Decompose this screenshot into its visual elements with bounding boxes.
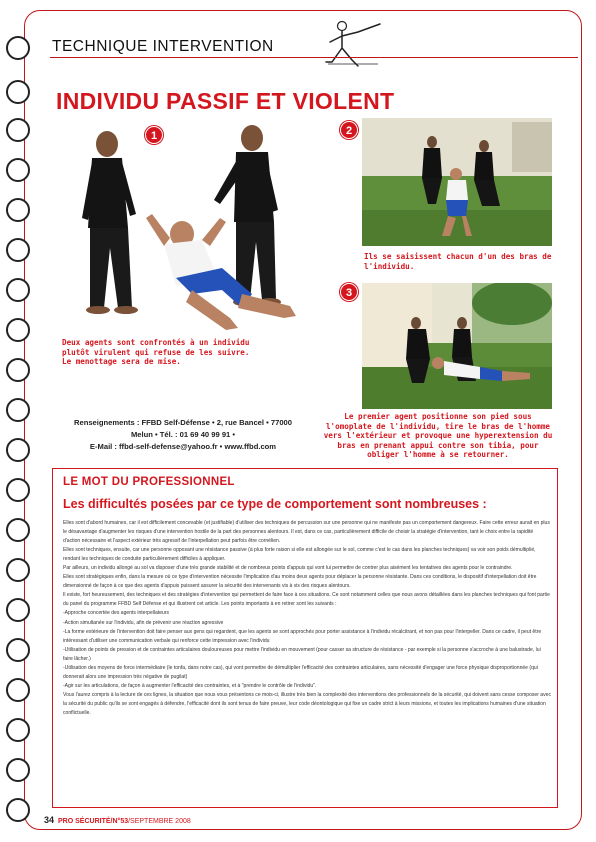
step-3-badge: 3 [340,283,358,301]
body-list-item: -Agir sur les articulations, de façon à augmenter l'efficacité des contraintes, et à "prendre le contrôle de l'individu". [63,682,317,689]
professional-subheading: Les difficultés posées par ce type de comportement sont nombreuses : [63,497,487,511]
binding-ring [6,758,30,782]
binding-ring [6,718,30,742]
issue-date: /SEPTEMBRE 2008 [128,818,191,825]
photo-step-3 [362,283,552,409]
body-paragraph: Elles sont stratégiques enfin, dans la mesure où ce type d'intervention nécessite l'implication d'au moins deux agents pour déplacer la personne résistante. Dans ces conditions, le dispositif d'interpellation doit être dimensionné de façon à ce que des agents d'appuis puissent assurer la sécurité des intervenants vis à vis des risques alentours. [63,574,537,590]
binding-ring [6,398,30,422]
binding-ring [6,80,30,104]
binding-ring [6,358,30,382]
body-list-item: -Action simultanée sur l'individu, afin de prévenir une réaction agressive [63,619,224,626]
professional-box [52,468,558,808]
binding-ring [6,798,30,822]
binding-ring [6,518,30,542]
photo-step-2 [362,118,552,246]
spiral-binding [6,0,46,842]
professional-heading: LE MOT DU PROFESSIONNEL [63,476,235,488]
binding-ring [6,678,30,702]
contact-info [54,417,312,453]
martial-artist-icon [318,18,398,70]
step-1-badge: 1 [145,126,163,144]
step-2-badge: 2 [340,121,358,139]
body-list-item: -Utilisation des moyens de force intermédiaire (le tonfa, dans notre cas), qui vont permettre de démultiplier l'efficacité des contraintes articulaires, sans nécessité d'engager une force physique disproportionnée (qui donnerait alors une impression très négative de pugilat) [63,664,538,680]
professional-body [63,519,551,718]
body-list-item: -La forme extérieure de l'intervention doit faire penser aux gens qui regardent, que les agents se sont approchés pour porter assistance à l'individu récalcitrant, et non pas pour l'interpeller. Dans ce cadre, il peut être intéressant d'utiliser une communication verbale qui renforce cette impression avec l'individu [63,628,542,644]
binding-ring [6,638,30,662]
body-paragraph: Il existe, fort heureusement, des techniques et des stratégies d'intervention qui permettent de faire face à ces situations. Ce sont notamment celles que nous avons détaillées dans les planches techniques qui font partie du panel du programme FFBD Self Défense et qui illustrent cet article. Les points importants à en retirer sont les suivants : [63,592,550,608]
binding-ring [6,438,30,462]
step-3-caption: Le premier agent positionne son pied sous l'omoplate de l'individu, tire le bras de l'homme vers l'extérieur et provoque une hyperextension du bras en prenant appui contre son tibia, pour obliger l'homme à se retourner. [323,412,553,460]
page-title: INDIVIDU PASSIF ET VIOLENT [56,88,395,114]
body-paragraph: Elles sont d'abord humaines, car il est difficilement concevable (et justifiable) d'utiliser des techniques de percussion sur une personne qui ne manifeste pas un comportement dangereux. Faire cette erreur aurait en plus le désavantage d'augmenter les risques d'une intervention hostile de la part des personnes alentours. Il est, dans ce cas, particulièrement difficile de choisir la stratégie d'intervention, tant le choix entre la rapidité d'action nécessaire et l'aspect extérieur très agressif de l'interpellation peut parfois être cornélien. [63,520,550,545]
contact-line-2: Melun • Tél. : 01 69 40 99 91 • [130,430,236,439]
page-number: 34 [44,815,55,825]
binding-ring [6,158,30,182]
page-footer [44,815,191,825]
binding-ring [6,318,30,342]
binding-ring [6,198,30,222]
body-paragraph: Vous l'aurez compris à la lecture de ces lignes, la situation que nous vous présentons ce mois-ci, illustre très bien la complexité des interventions des professionnels de la sécurité, qui doivent sans cesse composer avec la sécurité du public qu'ils se sont engagés à défendre, l'efficacité dont ils sont tenus de faire preuve, leur code déontologique qui fixe un cadre strict à leurs missions, et toutes les implications humaines d'une situation conflictuelle. [63,691,551,716]
binding-ring [6,36,30,60]
body-paragraph: Elles sont techniques, ensuite, car une personne opposant une résistance passive (à plus forte raison si elle est allongée sur le sol, comme c'est le cas dans les planches techniques) va voir son poids démultiplié, rendant les techniques de conduite particulièrement difficiles à appliquer. [63,547,536,563]
body-list-item: -Approche concertée des agents interpellateurs [63,610,170,617]
magazine-name: PRO SÉCURITÉ/N°53 [58,818,129,825]
binding-ring [6,278,30,302]
binding-ring [6,558,30,582]
binding-ring [6,118,30,142]
binding-ring [6,598,30,622]
binding-ring [6,238,30,262]
body-list-item: -Utilisation de points de pression et de contraintes articulaires douloureuses pour mettre l'individu en mouvement (pour casser sa structure de résistance - par exemple si la personne s'accroche à une balustrade, lui faire lâcher.) [63,646,541,662]
step-2-caption: Ils se saisissent chacun d'un des bras de l'individu. [364,252,552,271]
binding-ring [6,478,30,502]
contact-line-3: E-Mail : ffbd-self-defense@yahoo.fr • www.ffbd.com [89,442,277,451]
contact-line-1: Renseignements : FFBD Self-Défense • 2, rue Bancel • 77000 [73,418,293,427]
step-1-caption: Deux agents sont confrontés à un individu plutôt virulent qui refuse de les suivre. Le menottage sera de mise. [62,338,250,367]
header-divider [50,57,578,58]
section-label: TECHNIQUE INTERVENTION [52,38,274,55]
body-paragraph: Par ailleurs, un individu allongé au sol va disposer d'une très grande stabilité et de nombreux points d'appuis qui vont lui permettre de contrer plus aisément les tentatives des agents pour le contraindre. [63,565,513,572]
photo-step-1 [52,118,342,343]
